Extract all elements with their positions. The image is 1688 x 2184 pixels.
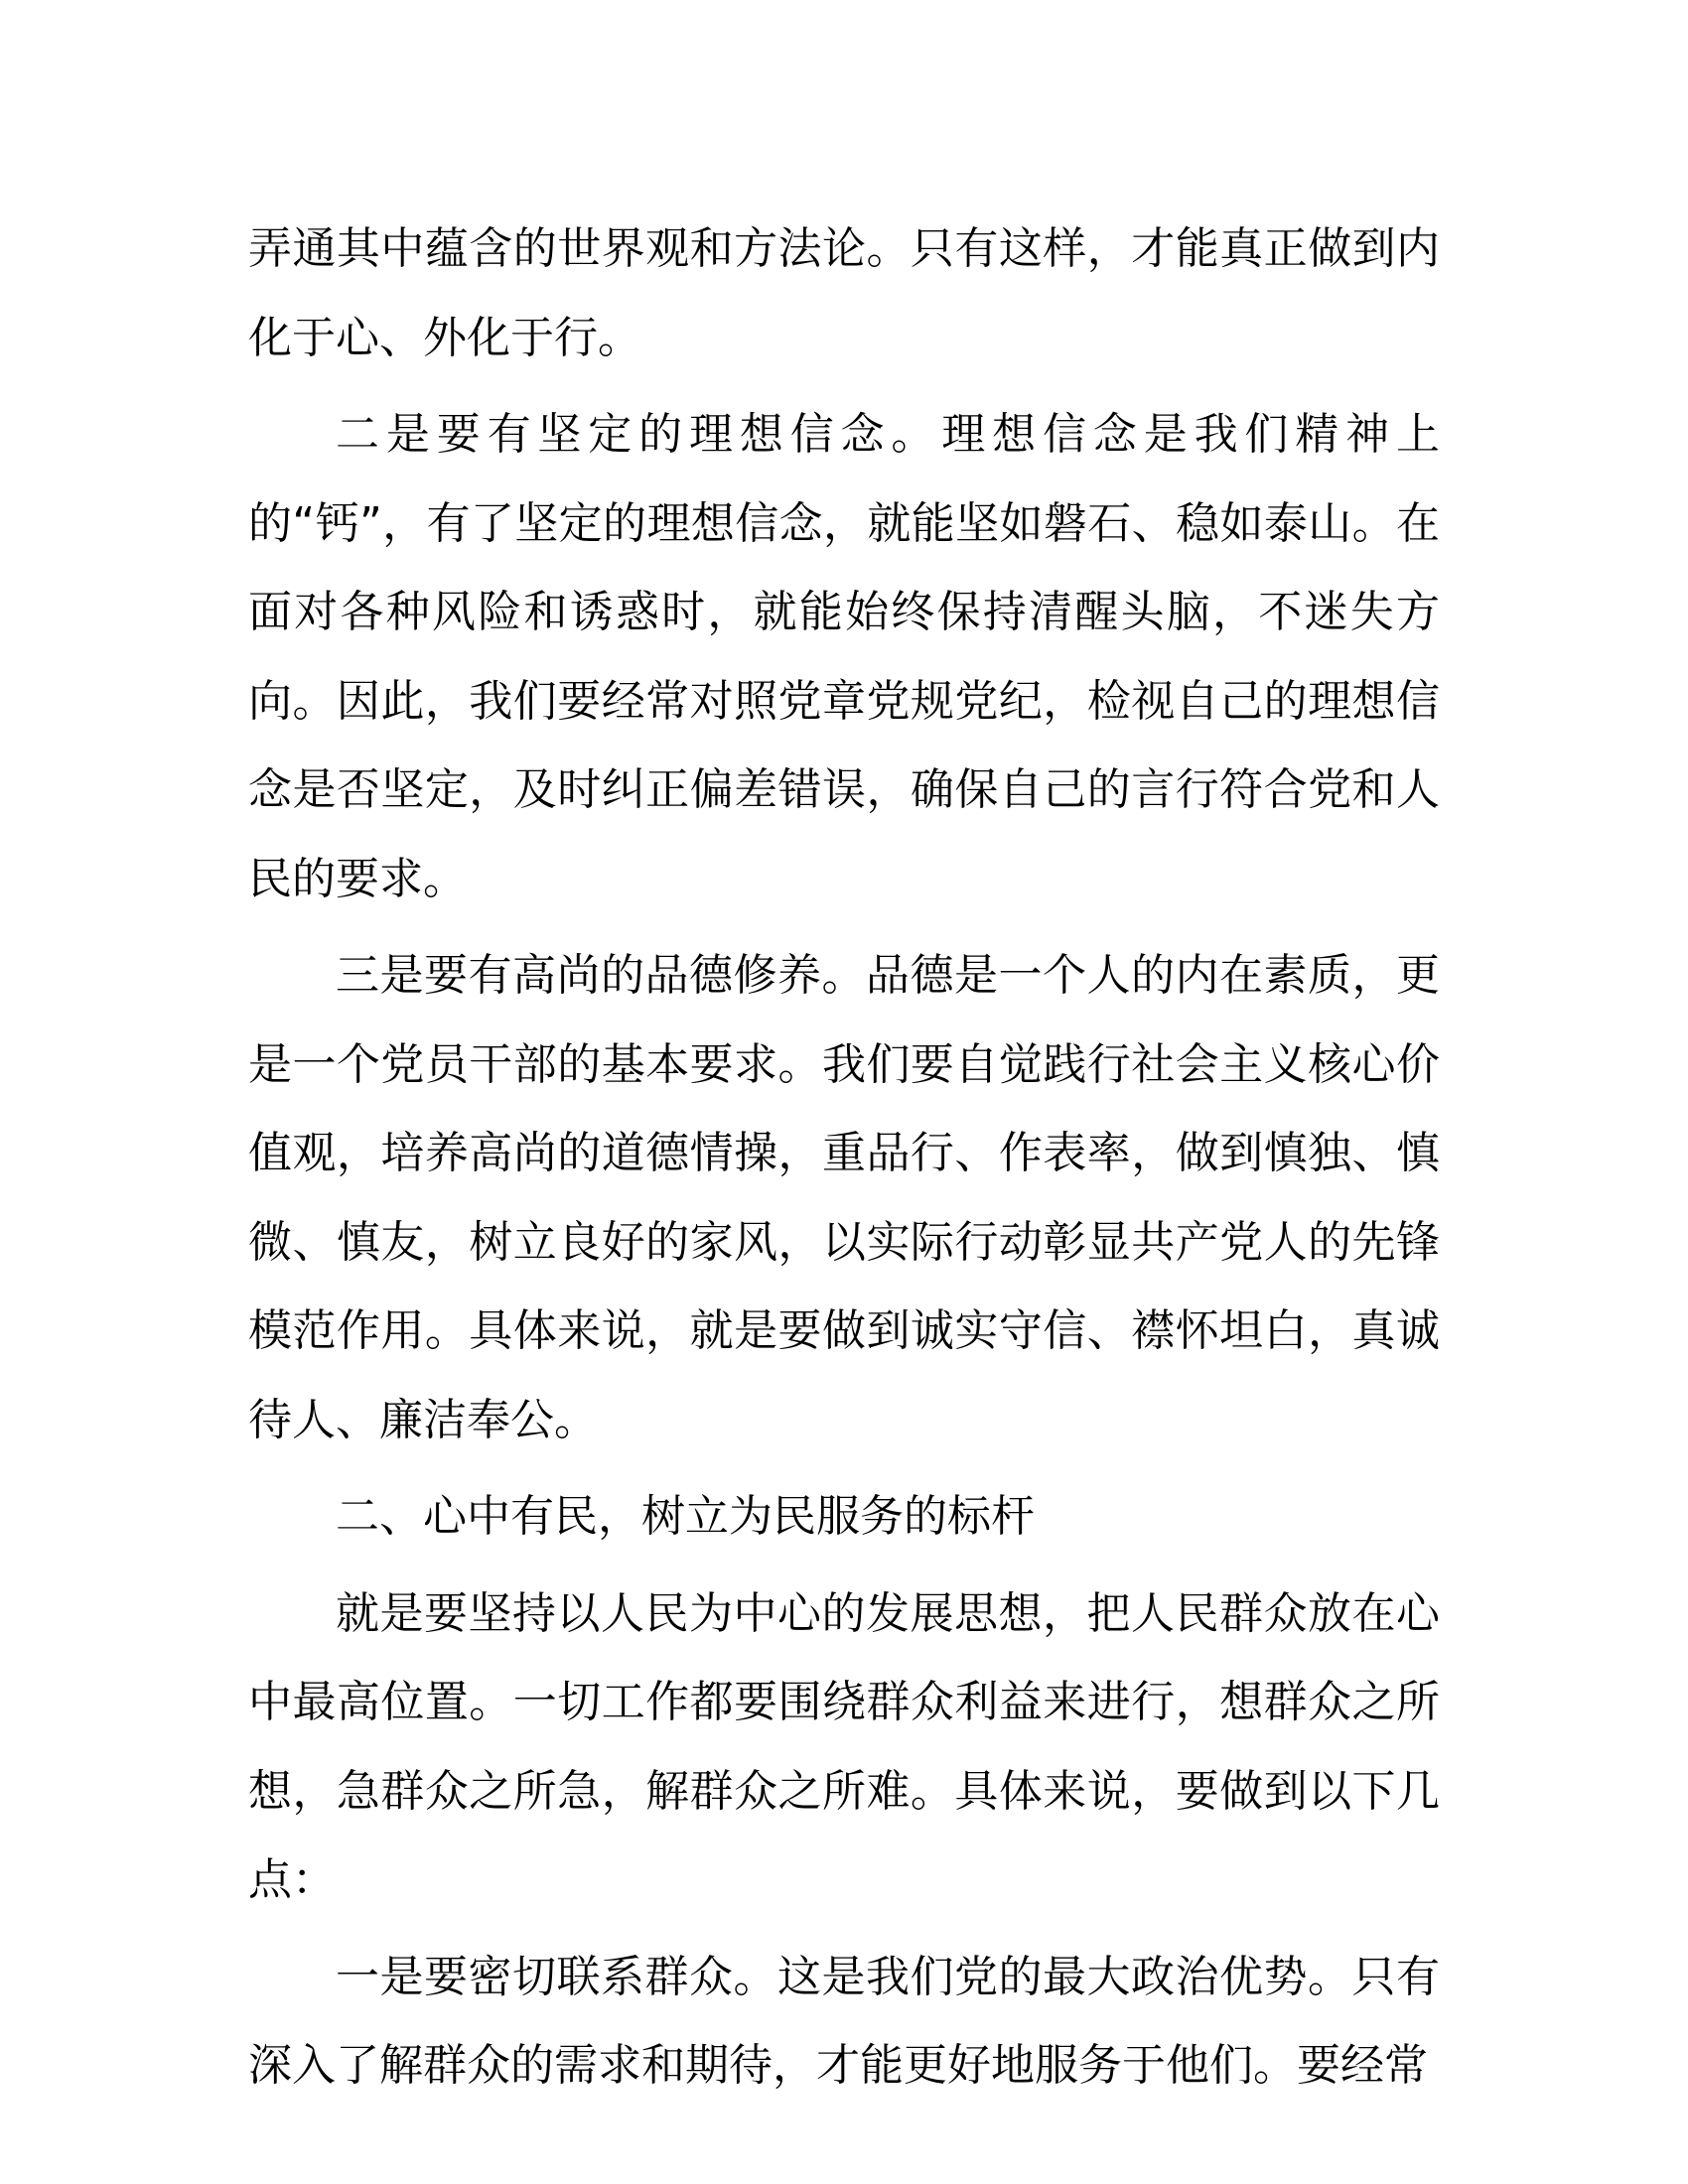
paragraph-continuation: 弄通其中蕴含的世界观和方法论。只有这样，才能真正做到内化于心、外化于行。 [248,223,1440,363]
paragraph-people-centered: 就是要坚持以人民为中心的发展思想，把人民群众放在心中最高位置。一切工作都要围绕群众利益来进行，想群众之所想，急群众之所急，解群众之所难。具体来说，要做到以下几点： [248,1587,1440,1905]
paragraph-moral-cultivation: 三是要有高尚的品德修养。品德是一个人的内在素质，更是一个党员干部的基本要求。我们要自觉践行社会主义核心价值观，培养高尚的道德情操，重品行、作表率，做到慎独、慎微、慎友，树立良好的家风，以实际行动彰显共产党人的先锋模范作用。具体来说，就是要做到诚实守信、襟怀坦白，真诚待人、廉洁奉公。 [248,950,1440,1445]
section-heading: 二、心中有民，树立为民服务的标杆 [336,1491,1035,1542]
paragraph-ideals-belief: 二是要有坚定的理想信念。理想信念是我们精神上的“钙”，有了坚定的理想信念，就能坚如磐石、稳如泰山。在面对各种风险和诱惑时，就能始终保持清醒头脑，不迷失方向。因此，我们要经常对照党章党规党纪，检视自己的理想信念是否坚定，及时纠正偏差错误，确保自己的言行符合党和人民的要求。 [248,409,1440,904]
document-body [248,205,1440,2118]
paragraph-contact-masses: 一是要密切联系群众。这是我们党的最大政治优势。只有深入了解群众的需求和期待，才能更好地服务于他们。要经常 [248,1951,1440,2091]
